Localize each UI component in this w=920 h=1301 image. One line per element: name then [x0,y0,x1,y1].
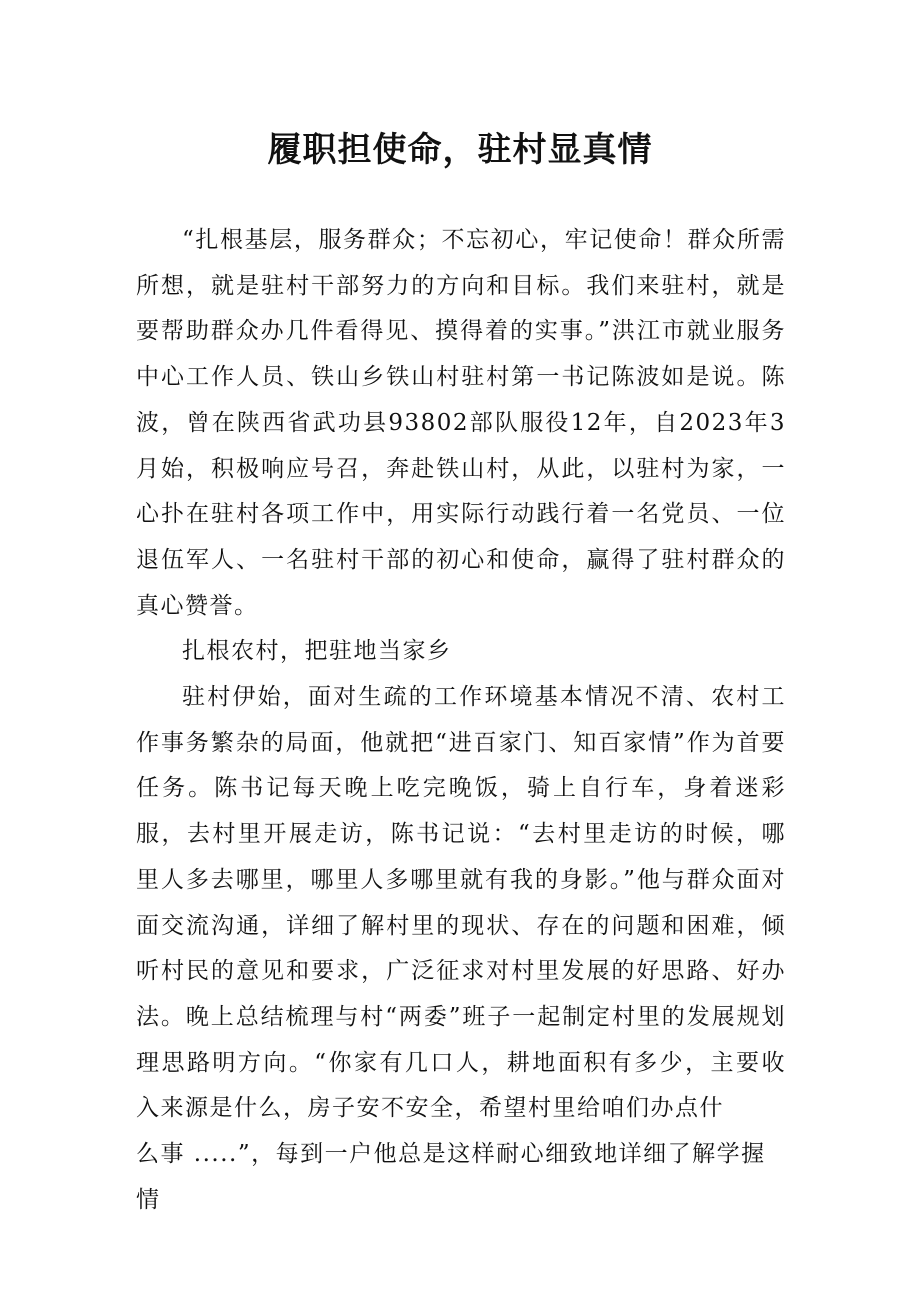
document-title: 履职担使命，驻村显真情 [267,130,653,170]
document-body [136,218,786,1223]
paragraph-continuation: 么事 .....”，每到一户他总是这样耐心细致地详细了解学握情 [136,1141,766,1213]
paragraph-intro: “扎根基层，服务群众；不忘初心，牢记使命！群众所需所想，就是驻村干部努力的方向和目标。我们来驻村，就是要帮助群众办几件看得见、摸得着的实事。”洪江市就业服务中心工作人员、铁山乡铁山村驻村第一书记陈波如是说。陈波，曾在陕西省武功县93802部队服役12年，自2023年3月始，积极响应号召，奔赴铁山村，从此，以驻村为家，一心扑在驻村各项工作中，用实际行动践行着一名党员、一位退伍军人、一名驻村干部的初心和使命，赢得了驻村群众的真心赞誉。 [136,227,786,619]
paragraph-visits: 驻村伊始，面对生疏的工作环境基本情况不清、农村工作事务繁杂的局面，他就把“进百家门、知百家情”作为首要任务。陈书记每天晚上吃完晚饭，骑上自行车，身着迷彩服，去村里开展走访，陈书记说：“去村里走访的时候，哪里人多去哪里，哪里人多哪里就有我的身影。”他与群众面对面交流沟通，详细了解村里的现状、存在的问题和困难，倾听村民的意见和要求，广泛征求对村里发展的好思路、好办法。晚上总结梳理与村“两委”班子一起制定村里的发展规划理思路明方向。“你家有几口人，耕地面积有多少，主要收入来源是什么，房子安不安全，希望村里给咱们办点什 [136,684,786,1122]
section-heading: 扎根农村，把驻地当家乡 [182,638,452,665]
